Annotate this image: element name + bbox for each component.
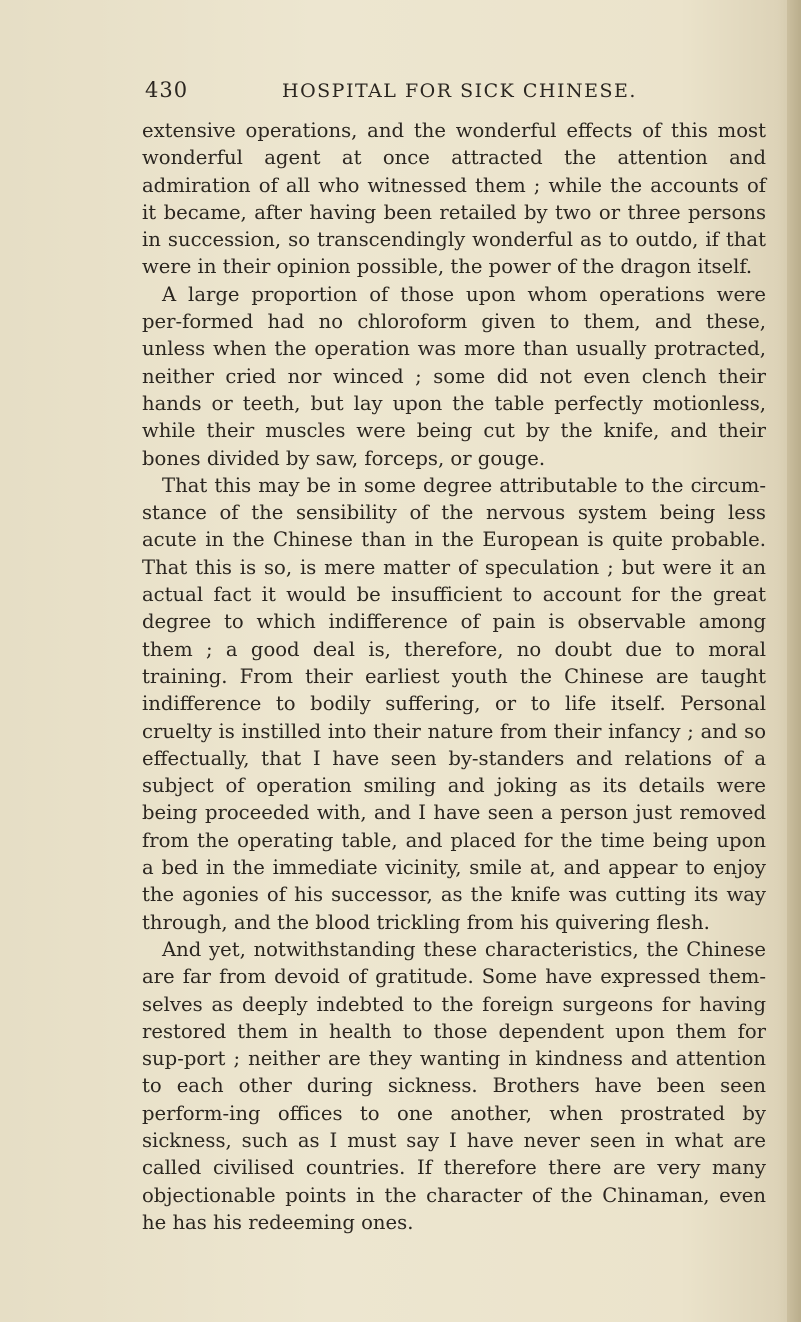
paragraph: A large proportion of those upon whom operations were per-formed had no chloroform given to them, and these, unless when the operation was more than usually protracted, neither cried nor winced ; some did not even clench their hands or teeth, but lay upon the table perfectly motionless, while their muscles were being cut by the knife, and their bones divided by saw, forceps, or gouge. [142, 282, 766, 470]
page-number: 430 [145, 78, 189, 102]
body-text [142, 117, 766, 1236]
paragraph: And yet, notwithstanding these characteristics, the Chinese are far from devoid of gratitude. Some have expressed them-selves as deeply indebted to the foreign surgeons for having restored them in health to those dependent upon them for sup-port ; neither are they wanting in kindness and attention to each other during sickness. Brothers have been seen perform-ing offices to one another, when prostrated by sickness, such as I must say I have never seen in what are called civilised countries. If therefore there are very many objectionable points in the character of the Chinaman, even he has his redeeming ones. [142, 937, 766, 1234]
paragraph: extensive operations, and the wonderful effects of this most wonderful agent at once attracted the attention and admiration of all who witnessed them ; while the accounts of it became, after having been retailed by two or three persons in succession, so transcendingly wonderful as to outdo, if that were in their opinion possible, the power of the dragon itself. [142, 119, 766, 279]
paragraph: That this may be in some degree attributable to the circum-stance of the sensibility of the nervous system being less acute in the Chinese than in the European is quite probable. That this is so, is mere matter of speculation ; but were it an actual fact it would be insufficient to account for the great degree to which indifference of pain is observable among them ; a good deal is, therefore, no doubt due to moral training. From their earliest youth the Chinese are taught indifference to bodily suffering, or to life itself. Personal cruelty is instilled into their nature from their infancy ; and so effectually, that I have seen by-standers and relations of a subject of operation smiling and joking as its details were being proceeded with, and I have seen a person just removed from the operating table, and placed for the time being upon a bed in the immediate vicinity, smile at, and appear to enjoy the agonies of his successor, as the knife was cutting its way through, and the blood trickling from his quivering flesh. [142, 473, 766, 934]
page-edge [787, 0, 801, 1322]
page-header [0, 78, 801, 108]
running-head: HOSPITAL FOR SICK CHINESE. [282, 80, 637, 102]
